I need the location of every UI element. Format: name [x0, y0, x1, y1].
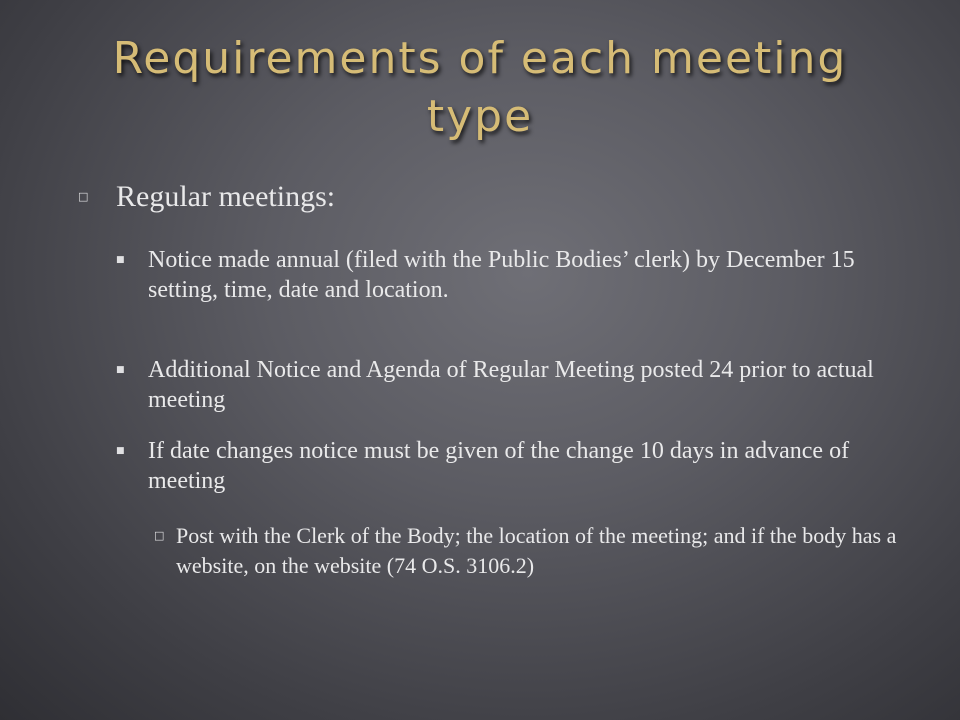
- square-bullet-icon: ■: [116, 365, 125, 375]
- bullet-date-changes: [116, 436, 916, 496]
- bullet-text: Post with the Clerk of the Body; the location of the meeting; and if the body has a website, on the website (74 O.S. 3106.2): [176, 523, 897, 578]
- bullet-text: Regular meetings:: [116, 180, 336, 213]
- bullet-text: Notice made annual (filed with the Public Bodies’ clerk) by December 15 setting, time, date and location.: [148, 247, 855, 303]
- bullet-text: If date changes notice must be given of the change 10 days in advance of meeting: [148, 438, 850, 494]
- bullet-text: Additional Notice and Agenda of Regular Meeting posted 24 prior to actual meeting: [148, 357, 874, 413]
- bullet-annual-notice: [116, 245, 916, 305]
- bullet-additional-notice: [116, 355, 916, 415]
- square-bullet-icon: ■: [116, 446, 125, 456]
- hollow-square-bullet-icon: □: [154, 529, 165, 542]
- bullet-regular-meetings: [78, 180, 898, 214]
- square-bullet-icon: ■: [116, 255, 125, 265]
- square-bullet-icon: □: [78, 190, 89, 203]
- bullet-post-with-clerk: [154, 521, 914, 581]
- slide-title: Requirements of each meeting type: [112, 33, 848, 142]
